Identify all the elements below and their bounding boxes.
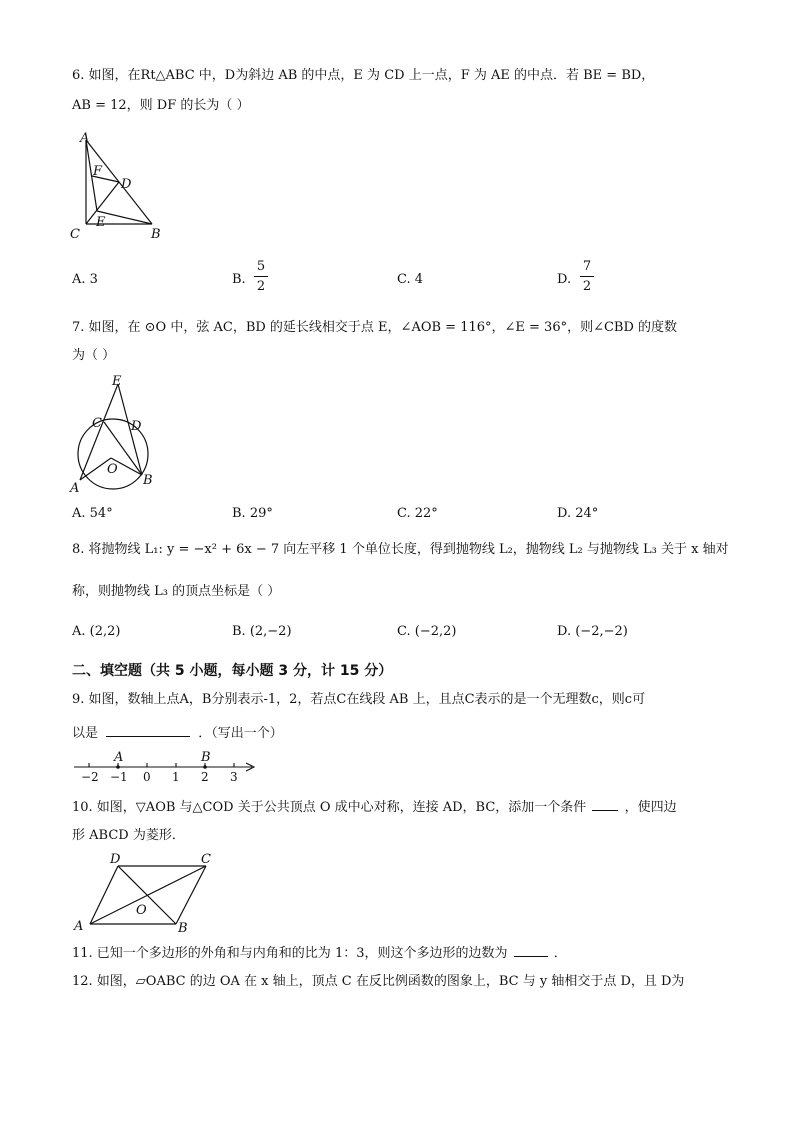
- q6-label-d: D: [121, 177, 132, 192]
- q9-stem-line2: [72, 722, 283, 744]
- q10-label-a: A: [74, 919, 84, 934]
- q10-stem-line2: 形 ABCD 为菱形．: [72, 828, 185, 843]
- q10-stem-line1-end: ，使四边: [624, 800, 677, 815]
- q10-stem-line1: [72, 796, 677, 818]
- q10-answer-blank[interactable]: [592, 796, 618, 811]
- q10-parallelogram-figure: [70, 850, 230, 934]
- q11-stem: [72, 942, 567, 964]
- q10-label-o: O: [136, 903, 147, 918]
- q8-option-a: A. (2,2): [72, 624, 121, 639]
- q8-option-d: D. (−2,−2): [557, 624, 628, 639]
- q9-point-label-b: B: [201, 750, 211, 765]
- q6-label-a: A: [80, 131, 90, 146]
- q10-label-d: D: [110, 852, 121, 867]
- q9-number-line: [70, 748, 260, 784]
- q8-stem-line1: 8. 将抛物线 L₁: y = −x² + 6x − 7 向左平移 1 个单位长度，得到抛物线 L₂，抛物线 L₂ 与抛物线 L₃ 关于 x 轴对: [72, 542, 729, 557]
- q9-stem-line2-start: 以是: [72, 726, 99, 741]
- q10-stem-line1-start: 10. 如图，▽AOB 与△COD 关于公共顶点 O 成中心对称，连接 AD，BC，添加一个条件: [72, 800, 587, 815]
- q6-triangle-figure: [66, 128, 176, 244]
- q6-label-f: F: [93, 164, 103, 179]
- q7-label-b: B: [143, 473, 153, 488]
- q9-tick-label: 1: [172, 770, 180, 784]
- q11-answer-blank[interactable]: [514, 942, 548, 957]
- q9-tick-label: 0: [143, 770, 151, 784]
- q7-stem-line2: 为（ ）: [72, 348, 116, 363]
- q7-label-d: D: [131, 419, 142, 434]
- q7-stem-line1: 7. 如图，在 ⊙O 中，弦 AC，BD 的延长线相交于点 E，∠AOB = 116°，∠E = 36°，则∠CBD 的度数: [72, 320, 678, 335]
- q9-tick-label: −1: [110, 770, 128, 784]
- q7-option-c: C. 22°: [397, 506, 438, 521]
- q7-label-c: C: [92, 416, 102, 431]
- q6-label-c: C: [70, 227, 80, 242]
- q6-option-d-numerator: 7: [582, 259, 592, 274]
- q9-stem-line2-end: ．（写出一个）: [198, 726, 283, 741]
- q6-option-d-denominator: 2: [582, 279, 592, 294]
- q11-stem-end: ．: [553, 946, 567, 961]
- q7-option-b: B. 29°: [232, 506, 273, 521]
- q6-option-b-fraction: [254, 259, 268, 294]
- q6-label-e: E: [96, 215, 106, 230]
- q6-option-c: C. 4: [397, 272, 424, 287]
- q9-tick-label: 3: [230, 770, 238, 784]
- section-fill-in-heading: 二、填空题（共 5 小题，每小题 3 分，计 15 分）: [72, 663, 393, 679]
- q7-option-d: D. 24°: [557, 506, 599, 521]
- q7-label-o: O: [107, 462, 118, 477]
- q6-option-b-numerator: 5: [256, 259, 266, 274]
- q8-stem-line2: 称，则抛物线 L₃ 的顶点坐标是（ ）: [72, 584, 281, 599]
- q7-label-e: E: [112, 374, 122, 389]
- q8-option-b: B. (2,−2): [232, 624, 292, 639]
- q6-label-b: B: [151, 227, 161, 242]
- q11-stem-start: 11. 已知一个多边形的外角和与内角和的比为 1：3，则这个多边形的边数为: [72, 946, 508, 961]
- q7-label-a: A: [70, 481, 80, 496]
- q10-label-b: B: [178, 921, 188, 934]
- q9-point-label-a: A: [114, 750, 124, 765]
- q6-option-d-prefix: D.: [557, 272, 572, 287]
- q12-stem-line1: 12. 如图，▱OABC 的边 OA 在 x 轴上，顶点 C 在反比例函数的图象上，BC 与 y 轴相交于点 D，且 D为: [72, 974, 685, 989]
- q10-label-c: C: [201, 852, 211, 867]
- q9-tick-label: −2: [81, 770, 99, 784]
- q9-tick-label: 2: [201, 770, 209, 784]
- q6-stem-line2: AB = 12，则 DF 的长为（ ）: [72, 98, 250, 113]
- q7-option-a: A. 54°: [72, 506, 113, 521]
- q6-option-b-prefix: B.: [232, 272, 246, 287]
- q9-stem-line1: 9. 如图，数轴上点A，B分别表示-1，2，若点C在线段 AB 上，且点C表示的是一个无理数c，则c可: [72, 692, 646, 707]
- q6-option-d-fraction: [580, 259, 594, 294]
- q9-answer-blank[interactable]: [106, 722, 190, 737]
- q6-option-a: A. 3: [72, 272, 98, 287]
- q6-option-b-denominator: 2: [256, 279, 266, 294]
- q7-circle-figure: [66, 372, 166, 496]
- q8-option-c: C. (−2,2): [397, 624, 457, 639]
- q6-stem-line1: 6. 如图，在Rt△ABC 中，D为斜边 AB 的中点，E 为 CD 上一点，F 为 AE 的中点．若 BE = BD，: [72, 68, 655, 83]
